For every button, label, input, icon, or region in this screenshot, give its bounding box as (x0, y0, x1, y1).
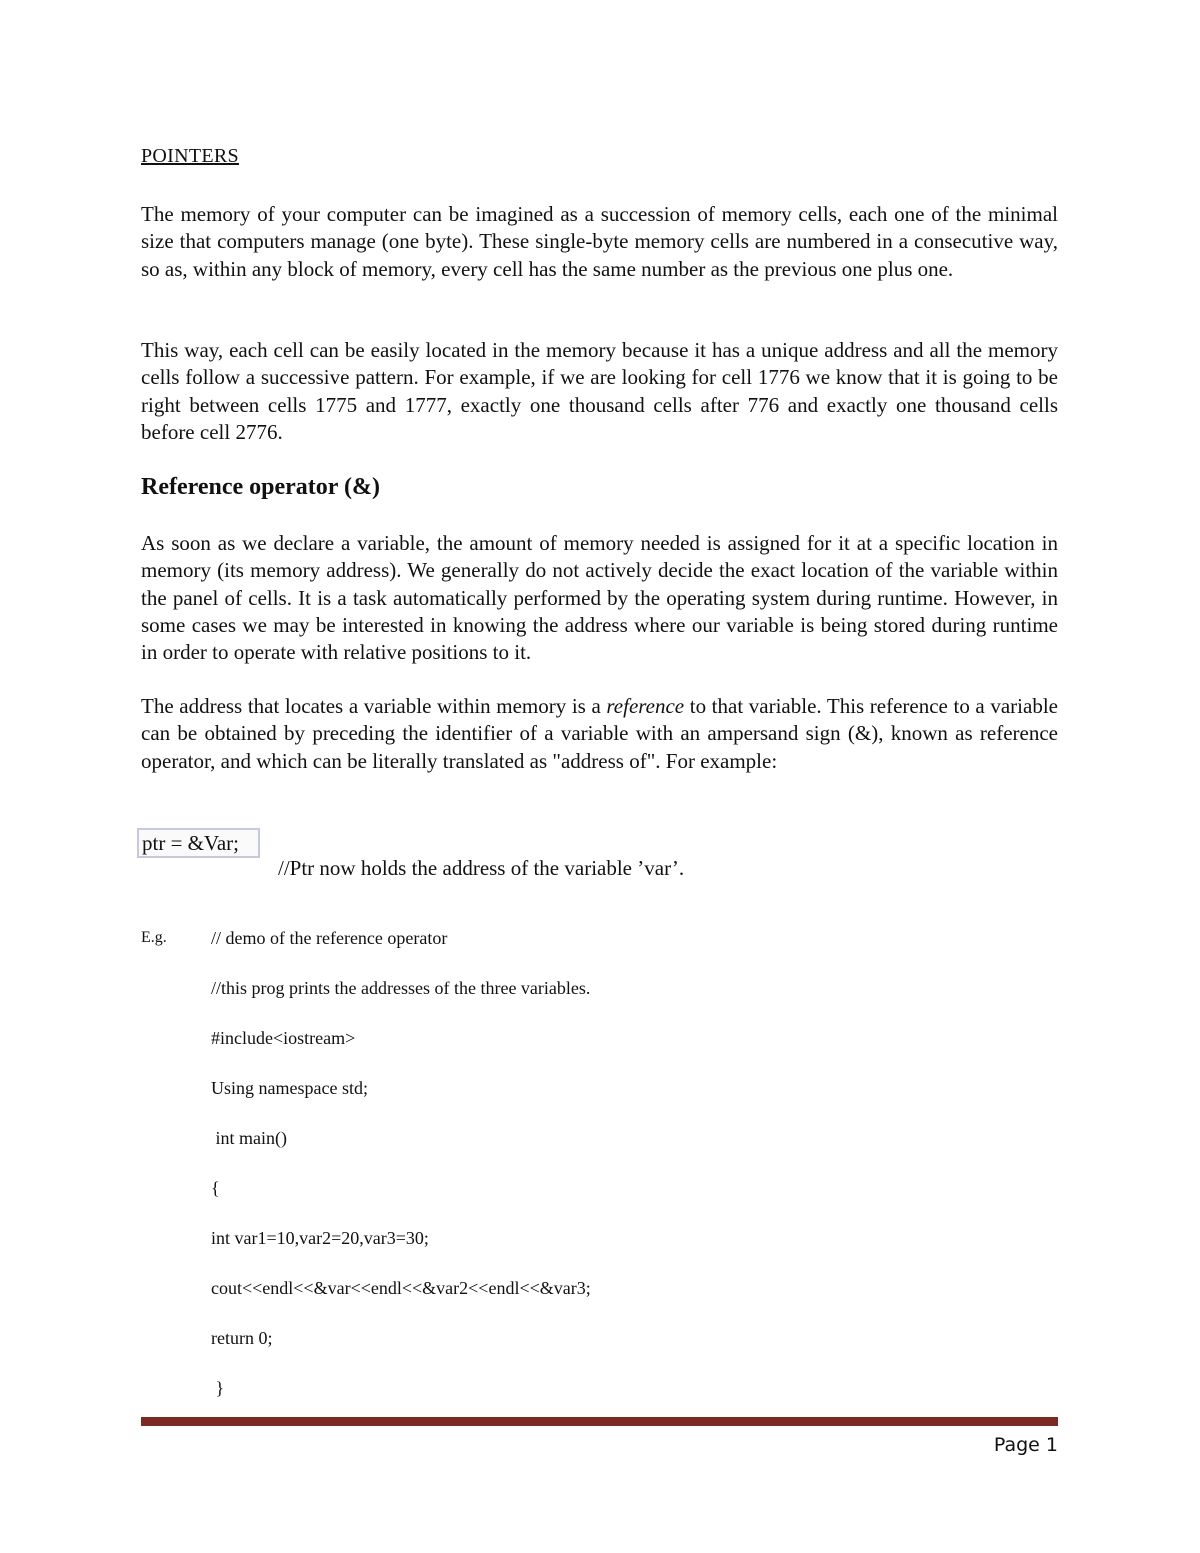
code-line: int main() (211, 1128, 287, 1148)
section-paragraph-1: As soon as we declare a variable, the amount of memory needed is assigned for it at a specific location in memory (its memory address). We generally do not actively decide the exact location of the variable within the panel of cells. It is a task automatically performed by the operating system during runtime. However, in some cases we may be interested in knowing the address where our variable is being stored during runtime in order to operate with relative positions to it. (141, 531, 1058, 665)
ptr-comment: //Ptr now holds the address of the variable ’var’. (278, 856, 685, 880)
section-heading: Reference operator (&) (141, 474, 380, 500)
code-line: Using namespace std; (211, 1078, 368, 1098)
section-paragraph-2 (141, 693, 1058, 775)
code-line: // demo of the reference operator (211, 928, 448, 948)
code-line: cout<<endl<<&var<<endl<<&var2<<endl<<&var3; (211, 1278, 591, 1298)
footer-rule (141, 1417, 1058, 1426)
intro-paragraph-2: This way, each cell can be easily located in the memory because it has a unique address and all the memory cells follow a successive pattern. For example, if we are looking for cell 1776 we know that it is going to be right between cells 1775 and 1777, exactly one thousand cells after 776 and exactly one thousand cells before cell 2776. (141, 338, 1058, 444)
reference-term: reference (606, 694, 685, 718)
code-line: int var1=10,var2=20,var3=30; (211, 1228, 429, 1248)
code-line: } (211, 1378, 225, 1398)
code-line: #include<iostream> (211, 1028, 356, 1048)
section-paragraph-2-end: to that variable. This reference to a variable can be obtained by preceding the identifier of a variable with an ampersand sign (&), known as reference operator, and which can be literally translated as "address of". For example: (141, 694, 1058, 773)
code-line: return 0; (211, 1328, 273, 1348)
example-label: E.g. (141, 929, 167, 946)
page-number: Page 1 (993, 1434, 1058, 1456)
ptr-example-box: ptr = &Var; (137, 828, 260, 858)
intro-paragraph-1: The memory of your computer can be imagined as a succession of memory cells, each one of the minimal size that computers manage (one byte). These single-byte memory cells are numbered in a consecutive way, so as, within any block of memory, every cell has the same number as the previous one plus one. (141, 202, 1058, 281)
code-line: //this prog prints the addresses of the three variables. (211, 978, 591, 998)
page-title: POINTERS (141, 145, 239, 167)
section-paragraph-2-start: The address that locates a variable within memory is a (141, 694, 607, 718)
code-line: { (211, 1178, 220, 1198)
